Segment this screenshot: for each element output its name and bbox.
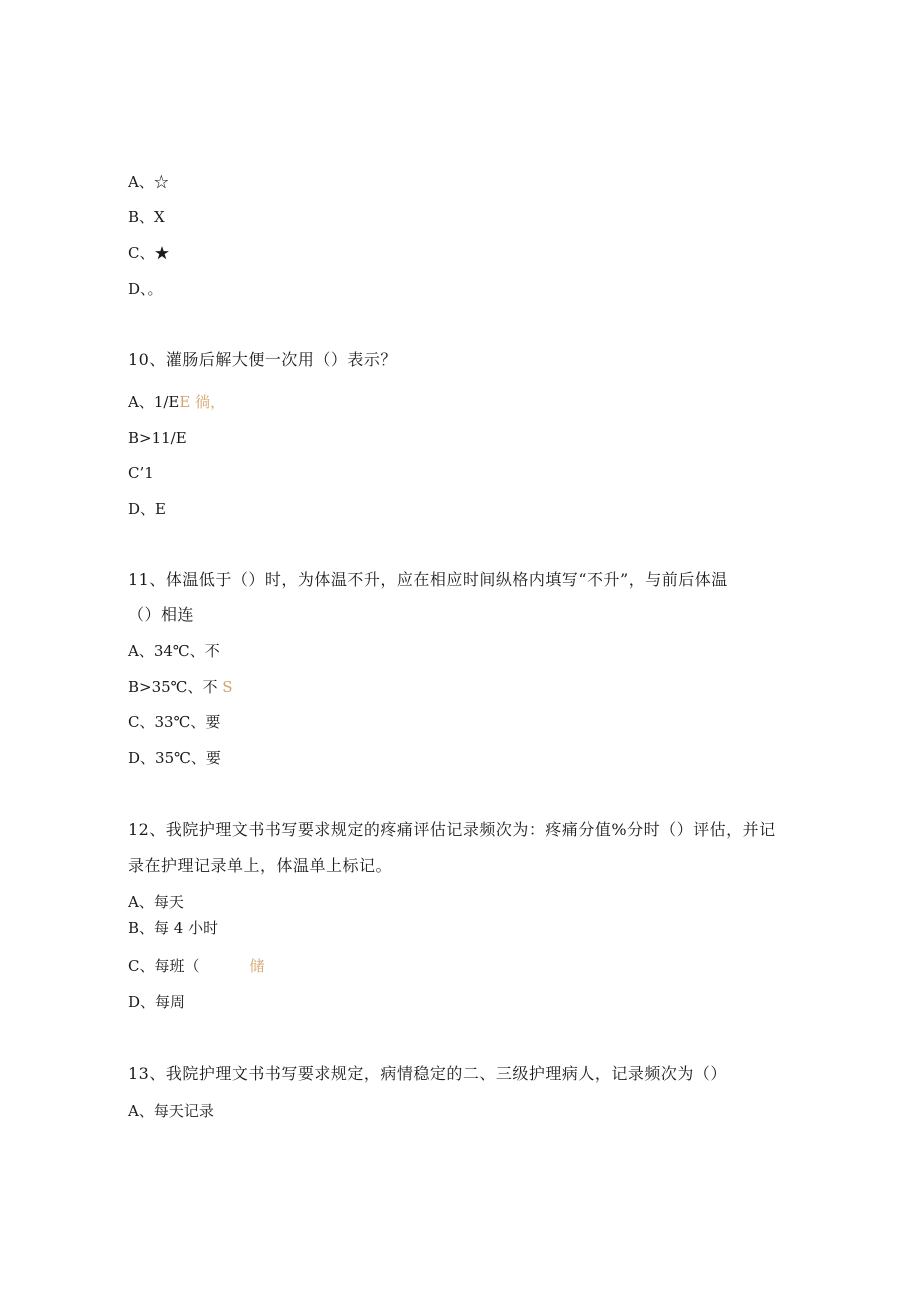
q10-option-a-mark: E 徜，	[179, 393, 226, 411]
q9-option-d: D、。	[128, 280, 163, 298]
q9-option-c: C、★	[128, 244, 170, 262]
q10-option-d: D、E	[128, 500, 166, 518]
q12-question-line2: 录在护理记录单上，体温单上标记。	[128, 856, 393, 875]
q11-question-line1: 11、体温低于（）时，为体温不升，应在相应时间纵格内填写“不升”，与前后体温	[128, 570, 728, 589]
q11-option-c: C、33℃、要	[128, 713, 221, 731]
q11-option-b-mark: S	[222, 678, 233, 696]
q10-question: 10、灌肠后解大便一次用（）表示？	[128, 350, 397, 369]
q12-option-a: A、每天	[128, 893, 184, 911]
q12-option-c-text: C、每班（	[128, 957, 200, 975]
q10-option-b: B>11/E	[128, 429, 187, 447]
q11-option-b	[128, 677, 233, 697]
q12-option-d: D、每周	[128, 993, 186, 1011]
q10-option-c: C’1	[128, 464, 154, 482]
q11-question-line2: （）相连	[128, 605, 195, 624]
q10-option-a	[128, 392, 225, 412]
q13-option-a: A、每天记录	[128, 1102, 214, 1120]
q12-option-c-mark: 储	[249, 957, 265, 975]
q11-option-a: A、34℃、不	[128, 642, 220, 660]
q12-question-line1: 12、我院护理文书书写要求规定的疼痛评估记录频次为：疼痛分值%分时（）评估，并记	[128, 820, 776, 839]
q9-option-b: B、X	[128, 208, 165, 226]
q12-option-b: B、每 4 小时	[128, 919, 219, 937]
q12-option-c	[128, 956, 265, 976]
q9-option-a: A、☆	[128, 173, 169, 191]
q11-option-d: D、35℃、要	[128, 749, 221, 767]
q13-question: 13、我院护理文书书写要求规定，病情稳定的二、三级护理病人，记录频次为（）	[128, 1064, 727, 1083]
q11-option-b-text: B>35℃、不	[128, 678, 218, 696]
q10-option-a-text: A、1/E	[128, 393, 180, 411]
